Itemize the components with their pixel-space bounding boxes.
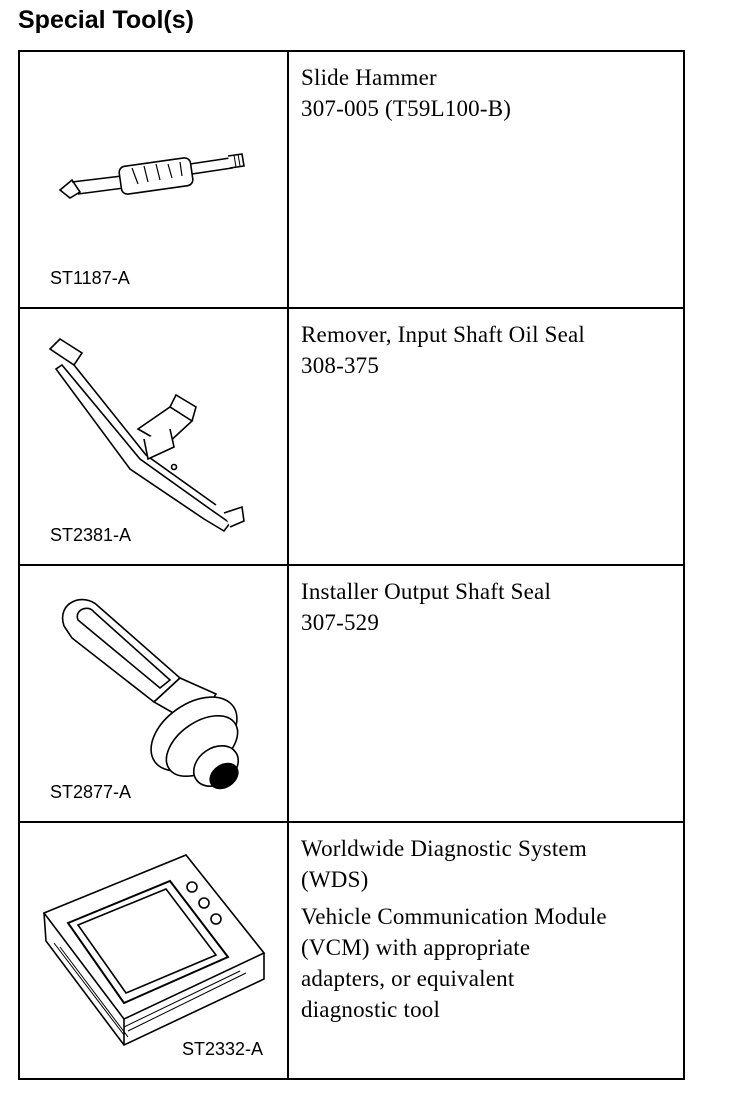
tool-name: Installer Output Shaft Seal — [301, 579, 552, 604]
tool-description-cell — [288, 565, 684, 822]
tool-description-line: Vehicle Communication Module — [301, 904, 607, 929]
special-tools-table — [18, 50, 685, 1080]
table-row — [19, 822, 684, 1079]
tool-code: ST2381-A — [50, 525, 132, 545]
tool-name-abbrev: (WDS) — [301, 867, 369, 892]
tool-number: 307-529 — [301, 610, 380, 635]
table-row — [19, 308, 684, 565]
table-row — [19, 51, 684, 308]
tool-illustration-cell — [19, 565, 288, 822]
tool-code: ST2877-A — [50, 782, 132, 802]
tool-illustration-cell — [19, 51, 288, 308]
tool-code: ST2332-A — [181, 1039, 263, 1059]
tool-description-line: diagnostic tool — [301, 997, 441, 1022]
tool-description-line: (VCM) with appropriate — [301, 935, 531, 960]
tool-description-cell — [288, 822, 684, 1079]
table-row — [19, 565, 684, 822]
tool-code: ST1187-A — [50, 268, 130, 288]
page-title: Special Tool(s) — [18, 6, 194, 34]
tool-name: Worldwide Diagnostic System — [301, 836, 587, 861]
tool-name: Remover, Input Shaft Oil Seal — [301, 322, 586, 347]
tool-description-cell — [288, 308, 684, 565]
tool-description-line: adapters, or equivalent — [301, 966, 515, 991]
tool-number: 307-005 (T59L100-B) — [301, 96, 512, 121]
tool-number: 308-375 — [301, 353, 380, 378]
tool-illustration-cell — [19, 822, 288, 1079]
tool-illustration-cell — [19, 308, 288, 565]
tool-name: Slide Hammer — [301, 65, 437, 90]
tool-description-cell — [288, 51, 684, 308]
